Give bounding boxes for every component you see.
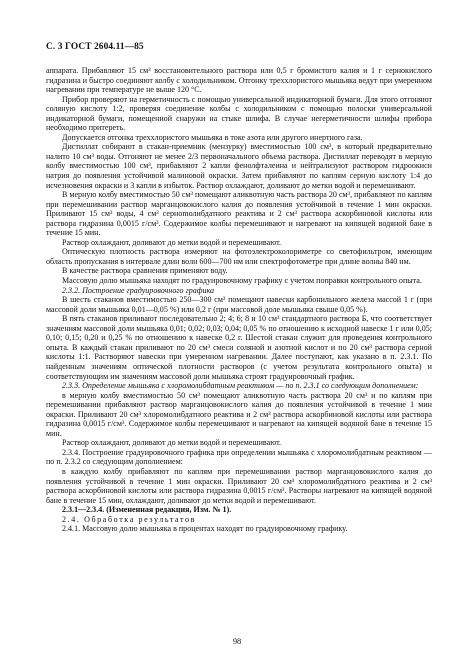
paragraph: В пять стаканов приливают последовательно 2; 4; 6; 8 и 10 см³ стандартного раствора Б, что соответствует значениям массовой доли мышьяка 0,01; 0,02; 0,03; 0,04; 0,05 % по отношению к исходной навеске 1 г или 0,05; 0,10; 0,15; 0,20 и 0,25 % по отношению к навеске 0,2 г. Шестой стакан служит для проведения контрольного опыта. В каждый стакан приливают по 20 см³ смеси соляной и азотной кислот и по 20 см³ раствора серной кислоты 1:1. Растворяют навески при умеренном нагревании. Далее поступают, как указано в п. 2.3.1. По найденным значениям оптической плотности растворов (с учетом результата контрольного опыта) и соответствующим им значениям массовой доли мышьяка строят градуировочный график. xyxy=(46,314,432,381)
document-body xyxy=(46,66,432,534)
paragraph: в каждую колбу прибавляют по каплям при перемешивании раствор марганцовокислого калия до появления устойчивой в течение 1 мин окраски. Приливают 20 см³ хлоромолибдатного реактива и 2 см³ раствора аскорбиновой кислоты или раствора гидразина 0,0015 г/см³. Растворы нагревают на кипящей водяной бане в течение 15 мин, охлаждают, доливают до метки водой и перемешивают. xyxy=(46,466,432,505)
paragraph: Дистиллат собирают в стакан-приемник (мензурку) вместимостью 100 см³, в который предварительно налито 10 см³ воды. Отгоняют не менее 2/3 первоначального объема раствора. Дистиллат переводят в мерную колбу вместимостью 100 см³, прибавляют 2 капли фенолфталеина и нейтрализуют раствором гидроокиси натрия до появления устойчивой малиновой окраски. Затем прибавляют по каплям серную кислоту 1:4 до исчезновения окраски и 3 капли в избыток. Раствор охлаждают, доливают до метки водой и перемешивают. xyxy=(46,142,432,190)
paragraph: Раствор охлаждают, доливают до метки водой и перемешивают. xyxy=(62,237,282,247)
section-heading: 2.3.3. Определение мышьяка с хлоромолибдатным реактивом — по п. 2.3.1 со следующим дополнением: xyxy=(62,381,419,391)
paragraph: В качестве раствора сравнения применяют воду. xyxy=(62,266,228,276)
paragraph: 2.3.4. Построение градуировочного графика при определении мышьяка с хлоромолибдатным реактивом — по п. 2.3.2 со следующим дополнением: xyxy=(46,447,432,467)
paragraph: Массовую долю мышьяка находят по градуировочному графику с учетом поправки контрольного опыта. xyxy=(62,276,422,286)
paragraph: аппарата. Прибавляют 15 см³ восстановительного раствора или 0,5 г бромистого калия и 1 г сернокислого гидразина и быстро соединяют колбу с холодильником. Отгонку треххлористого мышьяка ведут при умеренном нагревании при температуре не выше 120 °С. xyxy=(46,66,432,95)
paragraph: Оптическую плотность раствора измеряют на фотоэлектроколориметре со светофильтром, имеющим область пропускания в интервале длин волн 600—700 нм или спектрофотометре при длине волны 840 нм. xyxy=(46,247,432,266)
section-heading: 2.3.2. Построение градуировочного графика xyxy=(62,285,215,295)
paragraph: Раствор охлаждают, доливают до метки водой и перемешивают. xyxy=(62,438,282,448)
page-header: С. 3 ГОСТ 2604.11—85 xyxy=(46,42,144,52)
paragraph: 2.4.1. Массовую долю мышьяка в процентах находят по градуировочному графику. xyxy=(62,524,348,534)
paragraph: В шесть стаканов вместимостью 250—300 см³ помещают навески карбонильного железа массой 1 г (при массовой доли мышьяка 0,01—0,05 %) или 0,2 г (при массовой доле мышьяка свыше 0,05 %). xyxy=(46,295,432,314)
paragraph: Допускается отгонка треххлористого мышьяка в токе азота или другого инертного газа. xyxy=(62,132,363,142)
page-number: 98 xyxy=(232,637,242,646)
section-heading: 2.4. Обработка результатов xyxy=(62,514,197,524)
amendment-note: 2.3.1—2.3.4. (Измененная редакция, Изм. № 1). xyxy=(62,505,232,515)
paragraph: В мерную колбу вместимостью 50 см³ помещают аликвотную часть раствора 20 см³, прибавляют по каплям при перемешивании раствор марганцовокислого калия до появления устойчивой в течение 1 мин окраски. Приливают 15 см³ воды, 4 см³ сернomолибдатного реактива и 2 см³ раствора аскорбиновой кислоты или раствора гидразина 0,0015 г/см³. Содержимое колбы перемешивают и нагревают на кипящей водяной бане в течение 15 мин. xyxy=(46,190,432,238)
paragraph: Прибор проверяют на герметичность с помощью универсальной индикаторной бумаги. Для этого отгоняют соляную кислоту 1:2, проверяя соединение колбы с холодильником с помощью полоски универсальной индикаторной бумаги, помещенной снаружи на стыке шлифа. В случае негерметичности шлифы прибора необходимо притереть. xyxy=(46,94,432,133)
paragraph: в мерную колбу вместимостью 50 см³ помещают аликвотную часть раствора 20 см³ и по каплям при перемешивании прибавляют раствор марганцовокислого калия до появления устойчивой в течение 1 мин окраски. Приливают 20 см³ хлоромолибдатного реактива и 2 см³ раствора аскорбиновой кислоты или раствора гидразина 0,0015 г/см³. Содержимое колбы перемешивают и нагревают на кипящей водяной бане в течение 15 мин. xyxy=(46,390,432,438)
